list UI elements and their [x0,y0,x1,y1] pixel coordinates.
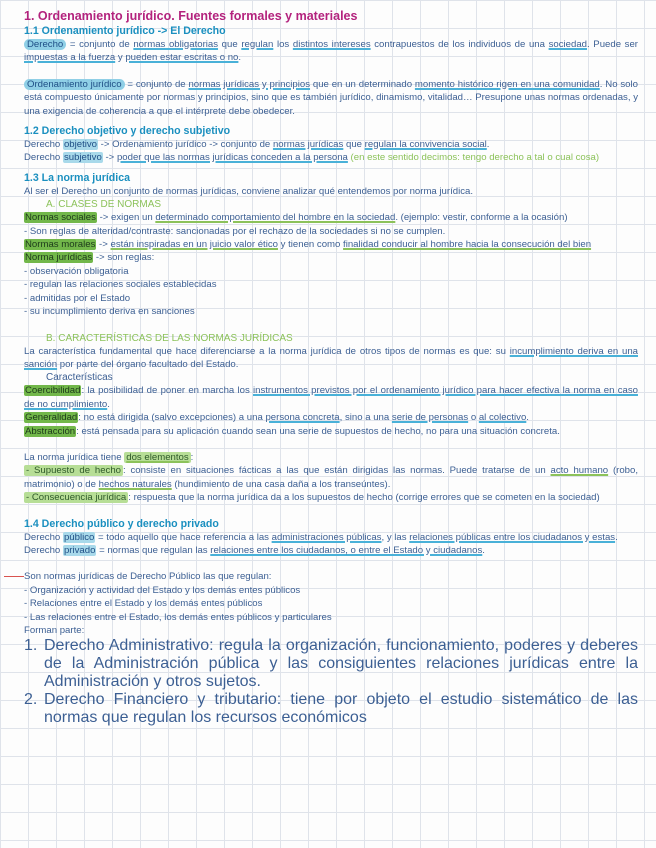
supuesto-de-hecho: - Supuesto de hecho : consiste en situaciones fácticas a las que están dirigidas las normas. Puede tratarse de un acto humano (robo, matrimonio) o de hechos naturales (hundimiento de una casa daña a los transeúntes). [24,465,639,490]
list-item: - Organización y actividad del Estado y los demás entes públicos [24,584,301,596]
caracteristicas-subheading: Características [46,372,113,384]
clases-heading: A. CLASES DE NORMAS [46,199,162,211]
section-heading-1-2: 1.2 Derecho objetivo y derecho subjetivo [24,125,231,138]
generalidad: Generalidad: no está dirigida (salvo excepciones) a una persona concreta, sino a una serie de personas o al colectivo. [25,412,529,424]
paragraph-derecho: Derecho = conjunto de normas obligatorias que regulan los distintos intereses contrapuestos de los individuos de una sociedad. Puede ser impuestas a la fuerza y pueden estar escritas o no. [24,39,638,64]
derecho-publico: Derecho público = todo aquello que hace referencia a las administraciones públicas, y las relaciones públicas entre los ciudadanos y estas. [24,531,618,543]
list-item: - admitidas por el Estado [24,292,131,304]
list-item: 2. Derecho Financiero y tributario: tiene por objeto el estudio sistemático de las normas que regulan los recursos económicos [24,691,638,727]
normas-juridicas: Norma jurídicas -> son reglas: [25,252,155,264]
list-item: - regulan las relaciones sociales establecidas [24,279,217,291]
section-heading-1-1: 1.1 Ordenamiento jurídico -> El Derecho [24,25,226,37]
term-derecho: Derecho [24,39,66,50]
abstraccion: Abstracción: está pensada para su aplicación cuando sean una serie de supuestos de hecho, no para una situación concreta. [25,425,560,437]
paragraph-ordenamiento: Ordenamiento jurídico = conjunto de normas jurídicas y principios que en un determinado momento histórico rigen en una comunidad. No solo está compuesto únicamente por normas y principios, sino que es también jurídico, dinamismo, vitalidad… Presupone unas normas ordenadas, y una exigencia de coherencia a que el intérprete debe obedecer. [24,78,638,117]
forman-parte: Forman parte: [24,625,85,636]
list-item: - su incumplimiento deriva en sanciones [24,306,195,318]
red-margin-mark [4,576,24,577]
caracteristicas-intro: La característica fundamental que hace diferenciarse a la norma jurídica de otros tipos de normas es que: su incumplimiento deriva en una sanción por parte del órgano facultado del Estado. [24,345,638,370]
derecho-objetivo-line: Derecho objetivo -> Ordenamiento jurídico -> conjunto de normas jurídicas que regulan la convivencia social. [24,139,490,151]
caracteristicas-heading: B. CARACTERÍSTICAS DE LAS NORMAS JURÍDICAS [46,332,293,344]
term-ordenamiento-juridico: Ordenamiento jurídico [24,79,125,90]
page-title: 1. Ordenamiento jurídico. Fuentes formales y materiales [24,9,358,23]
document-page [24,8,638,727]
list-item: - Relaciones entre el Estado y los demás entes públicos [24,598,263,610]
derecho-publico-regulan: Son normas jurídicas de Derecho Público las que regulan: [24,570,638,583]
coercibilidad: Coercibilidad: la posibilidad de poner en marcha los instrumentos previstos por el ordenamiento jurídico para hacer efectiva la norma en caso de no cumplimiento. [24,385,638,410]
list-item: - Las relaciones entre el Estado, los demás entes públicos y particulares [24,611,332,623]
list-item: 1. Derecho Administrativo: regula la organización, funcionamiento, poderes y deberes de la Administración pública y las consiguientes relaciones jurídicas entre la Administración y otros sujetos. [24,637,638,691]
list-item: - observación obligatoria [24,265,129,277]
derecho-privado: Derecho privado = normas que regulan las relaciones entre los ciudadanos, o entre el Estado y ciudadanos. [24,544,485,556]
section-heading-1-3: 1.3 La norma jurídica [24,171,130,184]
normas-sociales-sub: - Son reglas de alteridad/contraste: sancionadas por el rechazo de la sociedades si no se cumplen. [24,225,446,237]
section-heading-1-4: 1.4 Derecho público y derecho privado [24,517,219,530]
normas-sociales: Normas sociales -> exigen un determinado comportamiento del hombre en la sociedad. (ejemplo: vestir, conforme a la ocasión) [25,212,568,224]
norma-intro: Al ser el Derecho un conjunto de normas jurídicas, conviene analizar qué entendemos por norma jurídica. [24,185,474,197]
derecho-subjetivo-line: Derecho subjetivo -> poder que las normas jurídicas conceden a la persona (en este sentido decimos: tengo derecho a tal o cual cosa) [24,152,600,164]
consecuencia-juridica: - Consecuencia jurídica : respuesta que la norma jurídica da a los supuestos de hecho (corrige errores que se cometen en la sociedad) [26,492,600,504]
forman-parte-list [24,637,638,727]
normas-morales: Normas morales -> están inspiradas en un juicio valor ético y tienen como finalidad conducir al hombre hacia la consecución del bien [25,239,592,251]
dos-elementos: La norma jurídica tiene dos elementos : [24,451,194,463]
